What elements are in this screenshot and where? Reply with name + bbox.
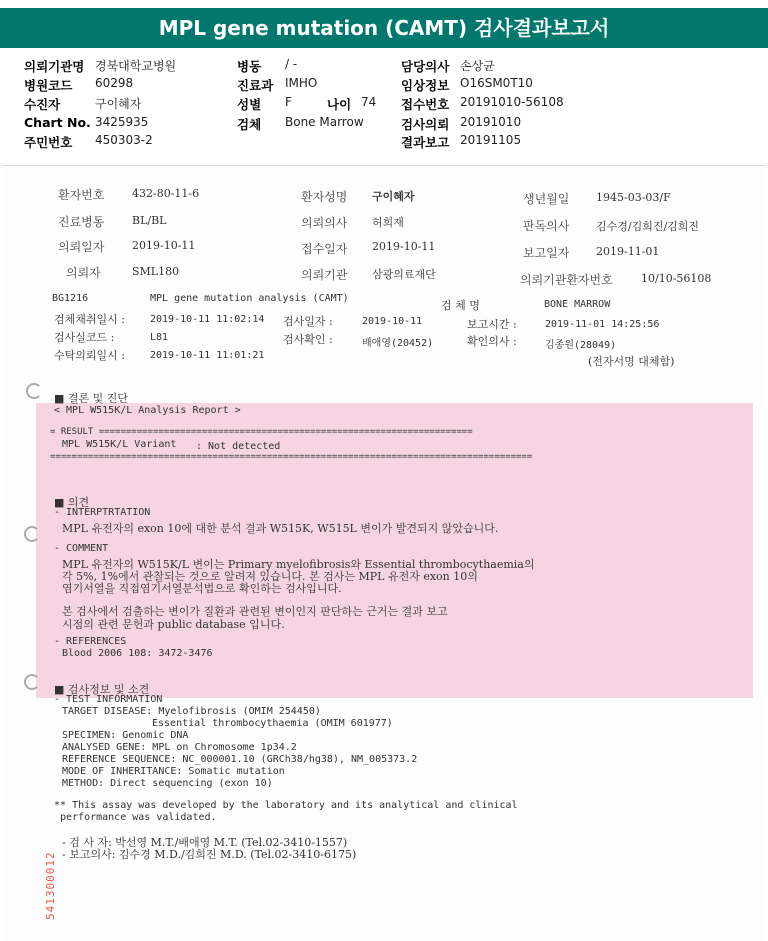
meta-value: 20191105 xyxy=(460,133,522,147)
testinfo-line: METHOD: Direct sequencing (exon 10) xyxy=(62,778,273,789)
testinfo-line: TARGET DISEASE: Myelofibrosis (OMIM 254450) xyxy=(62,706,321,717)
form-label: 판독의사 xyxy=(523,219,570,233)
time-label: 검사확인 : xyxy=(283,333,333,346)
meta-label: 결과보고 xyxy=(401,135,450,150)
time-value: 2019-10-11 11:02:14 xyxy=(150,314,265,325)
barcode-number: 541300012 xyxy=(44,851,57,920)
e-signature: (전자서명 대체함) xyxy=(588,355,675,368)
ref-text: Blood 2006 108: 3472-3476 xyxy=(62,648,213,659)
time-label: 검체채취일시 : xyxy=(54,313,125,326)
meta-value: F xyxy=(285,95,292,109)
form-value: 삼광의료재단 xyxy=(372,268,436,281)
meta-label: 담당의사 xyxy=(401,59,450,74)
form-value: 김수경/김희진/김희진 xyxy=(596,220,700,233)
specimen-label: 검 체 명 xyxy=(441,299,480,312)
meta-label: 의뢰기관명 xyxy=(24,59,85,74)
meta-value: 450303-2 xyxy=(95,133,153,147)
form-value: 10/10-56108 xyxy=(641,272,712,285)
meta-value: 구이혜자 xyxy=(95,97,142,111)
time-label: 보고시간 : xyxy=(467,318,517,331)
ref-heading: - REFERENCES xyxy=(54,636,127,647)
time-label: 확인의사 : xyxy=(467,335,517,348)
meta-label: 성별 xyxy=(237,97,262,112)
analysis-title: < MPL W515K/L Analysis Report > xyxy=(54,405,241,416)
form-label: 생년월일 xyxy=(523,192,570,206)
staff-line: - 보고의사: 김수경 M.D./김희진 M.D. (Tel.02-3410-6175) xyxy=(62,848,357,861)
time-label: 수탁의뢰일시 : xyxy=(54,349,125,362)
testinfo-line: ANALYSED GENE: MPL on Chromosome 1p34.2 xyxy=(62,742,297,753)
form-label: 의뢰의사 xyxy=(301,216,348,230)
meta-value: IMHO xyxy=(285,76,318,90)
comment-line: 염기서열을 직접염기서열분석법으로 확인하는 검사입니다. xyxy=(62,582,342,595)
form-label: 보고일자 xyxy=(523,246,570,260)
report-title: MPL gene mutation (CAMT) 검사결과보고서 xyxy=(0,8,768,48)
comment-line: 시점의 관련 문헌과 public database 입니다. xyxy=(62,618,285,631)
section-opinion-title: ■ 의견 xyxy=(54,496,90,509)
time-value: 2019-10-11 11:01:21 xyxy=(150,350,265,361)
meta-value: 경북대학교병원 xyxy=(95,59,177,73)
form-value: 2019-11-01 xyxy=(596,245,660,258)
testinfo-line: - TEST INFORMATION xyxy=(54,694,163,705)
form-value: 2019-10-11 xyxy=(132,239,196,252)
note-line: performance was validated. xyxy=(60,812,217,823)
staff-line: - 검 사 자: 박선영 M.T./배애영 M.T. (Tel.02-3410-1557) xyxy=(62,836,348,849)
result-rule: = RESULT ===================================================================== xyxy=(50,427,473,437)
interp-heading: - INTERPTRTATION xyxy=(54,507,151,518)
meta-value: Bone Marrow xyxy=(285,115,364,129)
form-label: 의뢰일자 xyxy=(58,240,105,254)
punch-hole-icon xyxy=(24,674,40,690)
time-value: L81 xyxy=(150,332,169,343)
testinfo-line: MODE OF INHERITANCE: Somatic mutation xyxy=(62,766,285,777)
form-label: 의뢰자 xyxy=(66,266,101,280)
time-value: 배애영(20452) xyxy=(362,338,434,349)
form-value: BL/BL xyxy=(132,214,167,227)
form-label: 접수일자 xyxy=(301,242,348,256)
punch-hole-icon xyxy=(26,383,42,399)
meta-value: 손상균 xyxy=(460,59,495,73)
interp-text: MPL 유전자의 exon 10에 대한 분석 결과 W515K, W515L 변이가 발견되지 않았습니다. xyxy=(62,522,499,535)
meta-label: 주민번호 xyxy=(24,135,73,150)
meta-value: 60298 xyxy=(95,76,134,90)
form-label: 환자성명 xyxy=(301,190,348,204)
meta-label: 나이 xyxy=(327,97,352,112)
meta-label: 접수번호 xyxy=(401,97,450,112)
meta-value: 74 xyxy=(361,95,377,109)
meta-label: 진료과 xyxy=(237,78,274,93)
meta-label: 임상정보 xyxy=(401,78,450,93)
meta-label: 병원코드 xyxy=(24,78,73,93)
test-name: MPL gene mutation analysis (CAMT) xyxy=(150,293,349,304)
form-label: 의뢰기관 xyxy=(301,268,348,282)
meta-value: O16SM0T10 xyxy=(460,76,533,90)
testinfo-line: REFERENCE SEQUENCE: NC_000001.10 (GRCh38/hg38), NM_005373.2 xyxy=(62,754,418,765)
testinfo-line: Essential thrombocythaemia (OMIM 601977) xyxy=(152,718,393,729)
note-line: ** This assay was developed by the laboratory and its analytical and clinical xyxy=(54,800,518,811)
result-rule: ========================================================================================= xyxy=(50,452,533,462)
form-label: 진료병동 xyxy=(58,215,105,229)
meta-value: / - xyxy=(285,57,298,71)
meta-value: 20191010-56108 xyxy=(460,95,564,109)
form-label: 환자번호 xyxy=(58,188,105,202)
meta-label: 검사의뢰 xyxy=(401,117,450,132)
meta-value: 3425935 xyxy=(95,115,149,129)
time-value: 2019-10-11 xyxy=(362,316,423,327)
meta-label: 검체 xyxy=(237,117,262,132)
section-testinfo-title: ■ 검사정보 및 소견 xyxy=(54,683,150,696)
variant-value: : Not detected xyxy=(196,441,281,452)
time-label: 검사일자 : xyxy=(283,315,333,328)
punch-hole-icon xyxy=(24,526,40,542)
form-value: 2019-10-11 xyxy=(372,240,436,253)
time-label: 검사실코드 : xyxy=(54,331,115,344)
comment-line: 각 5%, 1%에서 관찰되는 것으로 알려져 있습니다. 본 검사는 MPL 유전자 exon 10의 xyxy=(62,570,478,583)
form-value: 구이혜자 xyxy=(372,190,415,203)
comment-heading: - COMMENT xyxy=(54,543,109,554)
comment-line: MPL 유전자의 W515K/L 변이는 Primary myelofibrosis와 Essential thrombocythaemia의 xyxy=(62,558,535,571)
comment-line: 본 검사에서 검출하는 변이가 질환과 관련된 변이인지 판단하는 근거는 결과 보고 xyxy=(62,605,448,618)
form-value: 1945-03-03/F xyxy=(596,191,671,204)
meta-label: 병동 xyxy=(237,59,262,74)
meta-label: 수진자 xyxy=(24,97,61,112)
test-code: BG1216 xyxy=(52,293,89,304)
variant-label: MPL W515K/L Variant xyxy=(62,439,177,450)
testinfo-line: SPECIMEN: Genomic DNA xyxy=(62,730,189,741)
section-conclusion-title: ■ 결론 및 진단 xyxy=(54,392,129,405)
form-value: 432-80-11-6 xyxy=(132,187,200,200)
form-value: 허희재 xyxy=(372,216,404,229)
form-label: 의뢰기관환자번호 xyxy=(520,273,613,287)
time-value: 2019-11-01 14:25:56 xyxy=(545,319,660,330)
form-value: SML180 xyxy=(132,265,180,278)
meta-label: Chart No. xyxy=(24,115,91,130)
meta-value: 20191010 xyxy=(460,115,522,129)
specimen-value: BONE MARROW xyxy=(544,299,611,310)
time-value: 김종원(28049) xyxy=(545,340,617,351)
